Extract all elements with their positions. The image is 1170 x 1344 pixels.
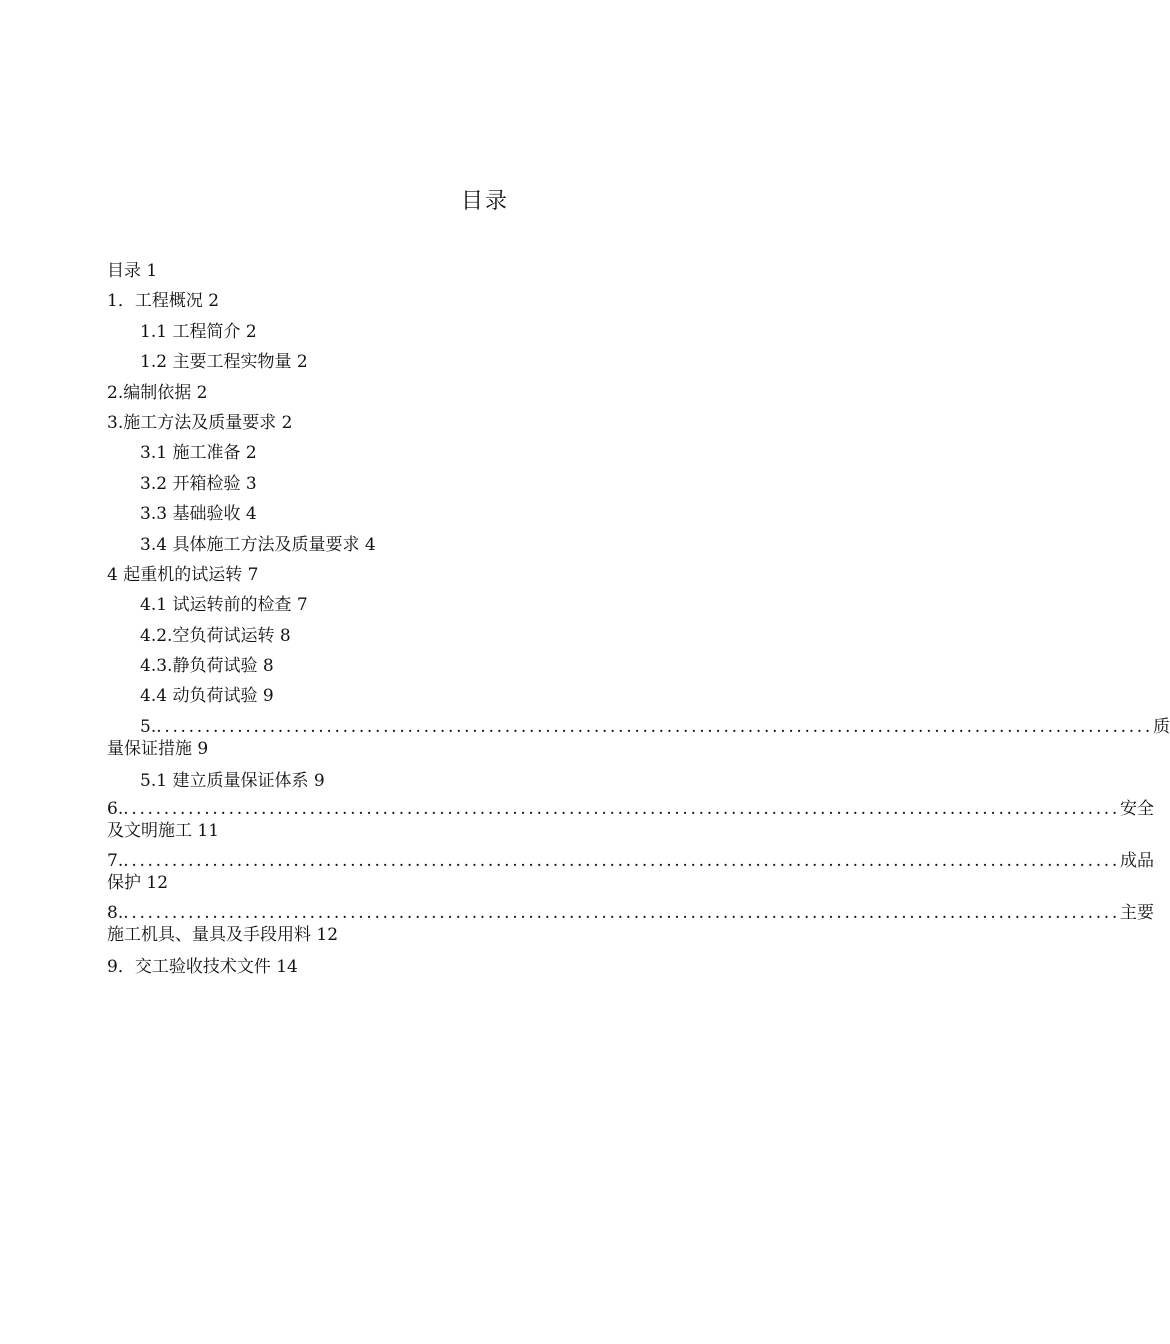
toc-entry-tail: 质: [1153, 716, 1170, 737]
toc-entry-wrapped[interactable]: [107, 798, 1155, 842]
toc-entry-number: 5.: [140, 716, 157, 737]
toc-entry[interactable]: 4.2.空负荷试运转 8: [140, 625, 291, 646]
toc-entry-continuation: 量保证措施 9: [107, 738, 209, 759]
toc-leader-dots: ...........................................................................................................................: [123, 903, 1121, 924]
toc-entry-number: 8.: [107, 903, 124, 924]
toc-entry[interactable]: 1．工程概况 2: [107, 291, 220, 312]
toc-entry-continuation: 保护 12: [107, 873, 169, 894]
toc-entry[interactable]: 3.2 开箱检验 3: [140, 473, 257, 494]
toc-entry-wrapped[interactable]: [107, 850, 1155, 894]
toc-entry[interactable]: 4 起重机的试运转 7: [107, 564, 259, 585]
page-title: 目录: [460, 189, 509, 214]
toc-entry[interactable]: 9．交工验收技术文件 14: [107, 957, 298, 978]
table-of-contents: [107, 258, 1170, 985]
toc-entry[interactable]: 3.施工方法及质量要求 2: [107, 412, 293, 433]
toc-entry-tail: 主要: [1120, 903, 1155, 924]
toc-entry[interactable]: 5.1 建立质量保证体系 9: [140, 770, 325, 791]
toc-entry[interactable]: 1.2 主要工程实物量 2: [140, 352, 308, 373]
toc-entry[interactable]: 3.3 基础验收 4: [140, 504, 257, 525]
toc-entry-tail: 安全: [1120, 799, 1155, 820]
toc-leader-dots: ...........................................................................................................................: [123, 851, 1121, 872]
toc-entry[interactable]: 3.4 具体施工方法及质量要求 4: [140, 534, 376, 555]
toc-entry[interactable]: 4.4 动负荷试验 9: [140, 686, 274, 707]
toc-entry[interactable]: 4.3.静负荷试验 8: [140, 656, 274, 677]
toc-entry[interactable]: 3.1 施工准备 2: [140, 443, 257, 464]
toc-entry[interactable]: 4.1 试运转前的检查 7: [140, 595, 308, 616]
toc-entry-wrapped[interactable]: [107, 902, 1155, 946]
toc-entry[interactable]: 目录 1: [107, 261, 158, 281]
toc-leader-dots: ...........................................................................................................................: [123, 799, 1121, 820]
toc-leader-dots: ...........................................................................................................................: [156, 716, 1154, 737]
toc-entry-tail: 成品: [1120, 851, 1155, 872]
toc-entry[interactable]: 1.1 工程简介 2: [140, 321, 257, 342]
toc-entry-number: 7.: [107, 851, 124, 872]
toc-entry-number: 6.: [107, 799, 124, 820]
toc-entry[interactable]: 2.编制依据 2: [107, 382, 208, 403]
toc-entry-wrapped[interactable]: [107, 716, 1170, 760]
toc-entry-continuation: 及文明施工 11: [107, 821, 220, 842]
toc-entry-continuation: 施工机具、量具及手段用料 12: [107, 925, 339, 946]
